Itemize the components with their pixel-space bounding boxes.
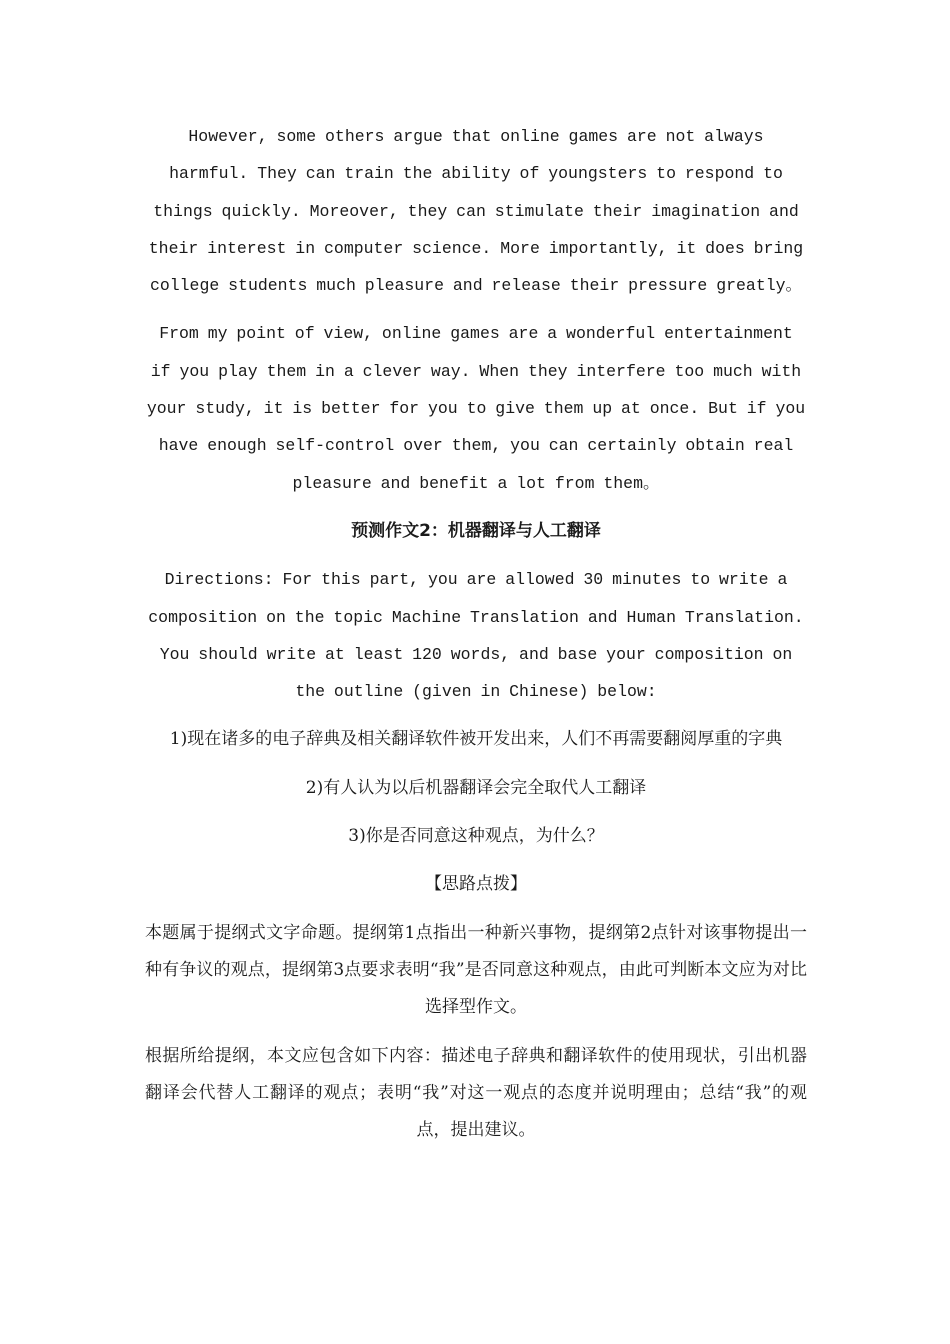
tips-heading: 【思路点拨】: [425, 874, 527, 895]
outline-item-1: 1)现在诸多的电子辞典及相关翻译软件被开发出来，人们不再需要翻阅厚重的字典: [169, 729, 783, 750]
paragraph-arguments-for-games: However, some others argue that online games are not always harmful. They can train the ability of youngsters to respond to things quickly. Moreover, they can stimulate their imagination and their interest in computer science. More importantly, it does bring college students much pleasure and release their pressure greatly。: [148, 127, 804, 296]
paragraph-point-of-view: From my point of view, online games are a wonderful entertainment if you play them in a clever way. When they interfere too much with your study, it is better for you to give them up at once. But if you have enough self-control over them, you can certainly obtain real pleasure and benefit a lot from them。: [146, 324, 806, 493]
document-page: [145, 118, 807, 1160]
section-title: 预测作文2：机器翻译与人工翻译: [351, 520, 601, 541]
directions-paragraph: Directions: For this part, you are allowed 30 minutes to write a composition on the topic Machine Translation and Human Translation. You should write at least 120 words, and base your composition on the outline (given in Chinese) below:: [148, 570, 804, 702]
tips-paragraph-2: 根据所给提纲，本文应包含如下内容：描述电子辞典和翻译软件的使用现状，引出机器翻译会代替人工翻译的观点；表明“我”对这一观点的态度并说明理由；总结“我”的观点，提出建议。: [145, 1045, 807, 1141]
tips-paragraph-1: 本题属于提纲式文字命题。提纲第1点指出一种新兴事物，提纲第2点针对该事物提出一种有争议的观点，提纲第3点要求表明“我”是否同意这种观点，由此可判断本文应为对比选择型作文。: [145, 922, 807, 1018]
outline-item-2: 2)有人认为以后机器翻译会完全取代人工翻译: [305, 777, 647, 798]
outline-item-3: 3)你是否同意这种观点，为什么？: [348, 826, 604, 847]
